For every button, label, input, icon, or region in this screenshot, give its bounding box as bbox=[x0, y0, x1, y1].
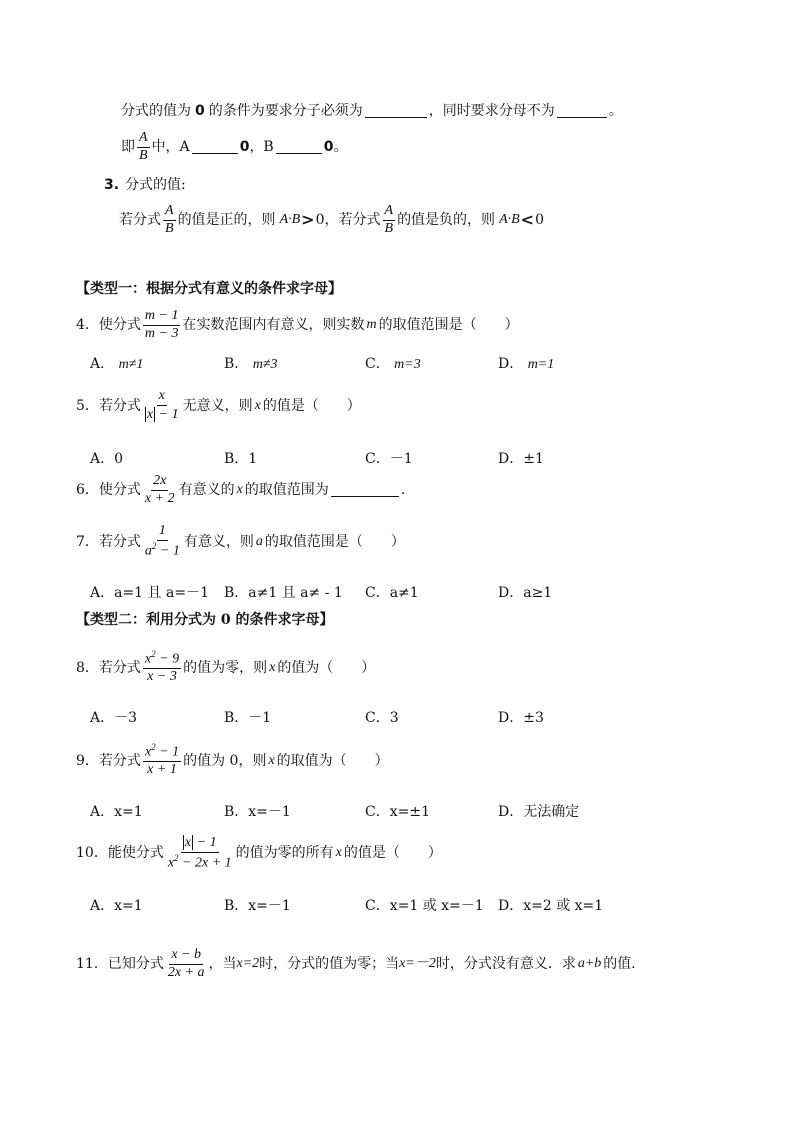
text: 的值为零的所有 bbox=[235, 845, 334, 862]
q4-option-d[interactable] bbox=[498, 353, 554, 373]
numerator: 1 bbox=[157, 524, 168, 541]
text: 的条件为要求分子必须为 bbox=[208, 103, 363, 119]
exponent: 2 bbox=[174, 852, 179, 863]
text: 能使分式 bbox=[107, 845, 164, 862]
text: 的值为 0，则 bbox=[183, 752, 267, 769]
q10-option-b[interactable]: B．x=－1 bbox=[224, 898, 291, 914]
question-number: 7． bbox=[76, 533, 99, 550]
numerator: A bbox=[383, 204, 396, 221]
text: 即 bbox=[121, 139, 135, 156]
fraction-sign-line bbox=[119, 204, 544, 236]
question-number: 6． bbox=[76, 482, 99, 499]
variable: x bbox=[254, 397, 261, 413]
exponent: 2 bbox=[151, 742, 156, 752]
fraction bbox=[143, 474, 177, 506]
text: 有意义，则 bbox=[183, 533, 254, 550]
option-text: m≠3 bbox=[252, 357, 278, 372]
text: 分式的值为 bbox=[121, 103, 191, 119]
text: 。 bbox=[333, 139, 348, 156]
variable: x bbox=[236, 482, 243, 498]
text: ，当 bbox=[208, 956, 237, 973]
fraction bbox=[143, 389, 181, 422]
option-letter: A． bbox=[90, 356, 115, 372]
question-number: 11． bbox=[76, 956, 108, 973]
text: 的取值为（ ） bbox=[276, 752, 389, 769]
fraction bbox=[143, 743, 181, 778]
question-number: 4． bbox=[76, 317, 99, 334]
q7-option-a[interactable]: A．a=1 且 a=－1 bbox=[90, 585, 209, 601]
numerator: m − 1 bbox=[143, 309, 181, 326]
number: 0 bbox=[239, 139, 250, 156]
text: ，B bbox=[249, 139, 274, 156]
denominator bbox=[166, 853, 234, 871]
q5-option-c[interactable]: C．－1 bbox=[365, 451, 413, 467]
question-10 bbox=[76, 835, 442, 871]
numerator bbox=[143, 650, 181, 669]
fraction bbox=[166, 835, 234, 871]
den-rest: − 1 bbox=[156, 543, 180, 559]
text: 的值是（ ） bbox=[343, 845, 442, 862]
q10-option-a[interactable]: A．x=1 bbox=[90, 898, 143, 914]
text: 的值是（ ） bbox=[262, 397, 361, 414]
text: ，若分式 bbox=[324, 212, 381, 229]
text: 若分式 bbox=[98, 752, 141, 769]
text: 无意义，则 bbox=[182, 397, 253, 414]
option-text: m=3 bbox=[394, 357, 421, 372]
answer-blank[interactable] bbox=[331, 484, 399, 497]
text: 在实数范围内有意义，则实数 bbox=[182, 317, 365, 334]
type-1-heading: 【类型一：根据分式有意义的条件求字母】 bbox=[76, 281, 342, 297]
option-text: m≠1 bbox=[118, 357, 144, 372]
text: 使分式 bbox=[98, 317, 141, 334]
fraction-a-over-b bbox=[137, 131, 150, 163]
denominator: x − 3 bbox=[147, 669, 177, 685]
text: 的值是正的，则 bbox=[177, 212, 276, 229]
option-letter: D． bbox=[498, 356, 524, 372]
denominator: m − 3 bbox=[144, 325, 179, 341]
q9-option-c[interactable]: C．x=±1 bbox=[365, 804, 430, 820]
q9-option-d[interactable]: D．无法确定 bbox=[498, 804, 580, 820]
question-number: 5． bbox=[76, 397, 99, 414]
q10-option-d[interactable]: D．x=2 或 x=1 bbox=[498, 898, 604, 914]
denominator: x + 2 bbox=[144, 490, 175, 506]
section-title: 分式的值: bbox=[125, 177, 186, 193]
numerator: 2x bbox=[151, 474, 168, 491]
denominator bbox=[143, 541, 182, 559]
exponent: 2 bbox=[151, 540, 157, 551]
denominator: B bbox=[139, 147, 148, 163]
question-5 bbox=[76, 389, 361, 422]
q8-option-b[interactable]: B．－1 bbox=[224, 710, 272, 726]
numerator bbox=[181, 835, 219, 853]
q9-option-b[interactable]: B．x=－1 bbox=[224, 804, 291, 820]
exponent: 2 bbox=[151, 649, 156, 659]
number: 0 bbox=[315, 212, 325, 229]
section-number: 3. bbox=[104, 177, 120, 193]
text: 。 bbox=[608, 103, 623, 119]
fraction bbox=[143, 650, 181, 685]
greater-than-sign: > bbox=[301, 210, 315, 230]
text: . bbox=[400, 482, 406, 499]
q5-option-b[interactable]: B．1 bbox=[224, 451, 258, 467]
fraction-a-over-b bbox=[163, 204, 176, 236]
text: 若分式 bbox=[119, 212, 161, 229]
text: ，同时要求分母不为 bbox=[428, 103, 555, 119]
answer-blank[interactable] bbox=[192, 141, 238, 154]
option-letter: C． bbox=[365, 356, 390, 372]
text: 的取值范围是（ ） bbox=[378, 317, 519, 334]
question-6 bbox=[76, 474, 405, 506]
denominator: x + 1 bbox=[147, 762, 177, 778]
zero-condition-line bbox=[121, 104, 623, 118]
number: 0 bbox=[535, 212, 544, 229]
q7-option-b[interactable]: B．a≠1 且 a≠ - 1 bbox=[224, 585, 343, 601]
variable: x bbox=[335, 845, 342, 861]
base: x bbox=[144, 744, 152, 760]
q7-option-c[interactable]: C．a≠1 bbox=[365, 585, 419, 601]
answer-blank[interactable] bbox=[365, 105, 427, 118]
expression: a+b bbox=[577, 956, 602, 972]
q8-option-d[interactable]: D．±3 bbox=[498, 710, 544, 726]
q8-option-c[interactable]: C．3 bbox=[365, 710, 399, 726]
text: 的值为零，则 bbox=[183, 659, 268, 676]
denominator: 2x + a bbox=[167, 964, 205, 980]
text: 若分式 bbox=[98, 533, 141, 550]
q7-option-d[interactable]: D．a≥1 bbox=[498, 585, 553, 601]
base: x bbox=[144, 651, 152, 667]
q4-option-c[interactable] bbox=[365, 353, 421, 373]
text: 的值． bbox=[603, 956, 646, 973]
q5-option-a[interactable]: A．0 bbox=[90, 451, 124, 467]
den-rest: − 2x + 1 bbox=[178, 855, 232, 871]
fraction bbox=[143, 309, 181, 341]
text: 时，分式没有意义．求 bbox=[435, 956, 576, 973]
text: 使分式 bbox=[98, 482, 141, 499]
base: x bbox=[167, 855, 175, 871]
question-number: 10． bbox=[76, 845, 108, 862]
q4-option-a[interactable] bbox=[90, 353, 143, 373]
denominator: B bbox=[384, 220, 394, 236]
text: 的值是负的，则 bbox=[397, 212, 496, 229]
numerator: A bbox=[163, 204, 176, 221]
answer-blank[interactable] bbox=[557, 105, 607, 118]
absolute-value: x bbox=[146, 406, 154, 422]
option-letter: B． bbox=[224, 356, 249, 372]
question-number: 8． bbox=[76, 659, 99, 676]
expression: A·B bbox=[279, 212, 301, 228]
absolute-value: x bbox=[184, 835, 192, 850]
q5-option-d[interactable]: D．±1 bbox=[498, 451, 544, 467]
condition: x=2 bbox=[236, 956, 260, 972]
question-11 bbox=[76, 948, 645, 980]
text: 有意义的 bbox=[178, 482, 235, 499]
text: 若分式 bbox=[98, 397, 141, 414]
question-4 bbox=[76, 309, 519, 341]
variable: x bbox=[269, 659, 276, 675]
fraction bbox=[166, 948, 207, 980]
zero-condition-fraction-line bbox=[121, 131, 347, 163]
q9-option-a[interactable]: A．x=1 bbox=[90, 804, 143, 820]
type-2-heading: 【类型二：利用分式为 0 的条件求字母】 bbox=[76, 612, 334, 628]
q10-option-c[interactable]: C．x=1 或 x=－1 bbox=[365, 898, 484, 914]
base: a bbox=[144, 543, 152, 559]
fraction bbox=[143, 524, 182, 559]
question-8 bbox=[76, 650, 375, 685]
text: 时，分式的值为零；当 bbox=[259, 956, 400, 973]
numerator bbox=[143, 743, 181, 762]
q4-option-b[interactable] bbox=[224, 353, 278, 373]
numerator: x bbox=[157, 389, 167, 406]
number: 0 bbox=[323, 139, 334, 156]
den-rest: − 1 bbox=[158, 406, 179, 422]
text: 的取值范围为 bbox=[244, 482, 329, 499]
denominator: B bbox=[165, 220, 174, 236]
text: 已知分式 bbox=[107, 956, 164, 973]
number: 0 bbox=[195, 103, 205, 119]
question-number: 9． bbox=[76, 752, 99, 769]
variable: x bbox=[268, 752, 275, 768]
question-7 bbox=[76, 524, 405, 559]
less-than-sign: < bbox=[520, 210, 535, 230]
section-3-heading bbox=[104, 178, 186, 192]
expression: A·B bbox=[499, 212, 520, 228]
q8-option-a[interactable]: A．－3 bbox=[90, 710, 138, 726]
answer-blank[interactable] bbox=[276, 141, 322, 154]
question-9 bbox=[76, 743, 389, 778]
numerator: A bbox=[137, 131, 150, 148]
text: 的取值范围是（ ） bbox=[264, 533, 405, 550]
num-rest: − 1 bbox=[196, 835, 217, 850]
text: 中，A bbox=[151, 139, 190, 156]
variable: m bbox=[366, 317, 377, 333]
option-text: m=1 bbox=[527, 357, 555, 372]
denominator bbox=[143, 406, 181, 423]
condition: x=－2 bbox=[399, 956, 436, 972]
text: 的值为（ ） bbox=[277, 659, 376, 676]
numerator: x − b bbox=[169, 948, 203, 965]
variable: a bbox=[255, 533, 263, 549]
fraction-a-over-b bbox=[383, 204, 396, 236]
num-rest: − 1 bbox=[155, 744, 180, 760]
num-rest: − 9 bbox=[155, 651, 180, 667]
text: 若分式 bbox=[98, 659, 141, 676]
